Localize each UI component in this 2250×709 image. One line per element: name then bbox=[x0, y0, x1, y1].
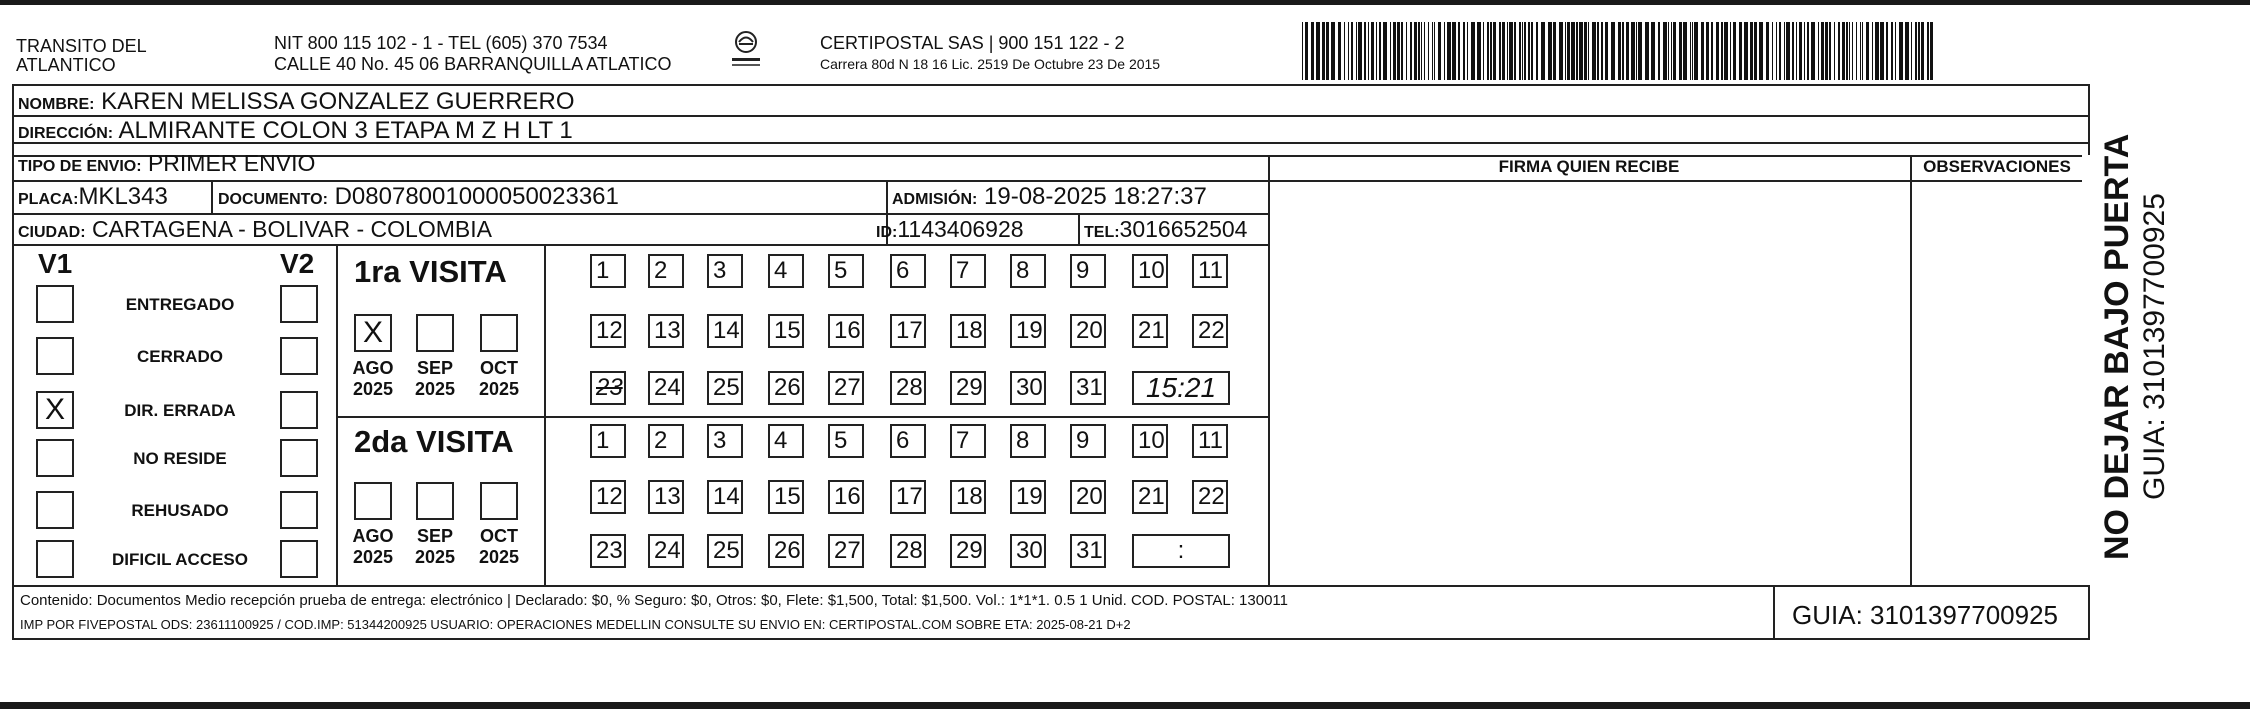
v1-checkbox[interactable] bbox=[36, 337, 74, 375]
carrier-license: Carrera 80d N 18 16 Lic. 2519 De Octubre 23 De 2015 bbox=[820, 56, 1161, 72]
shipment-type-row bbox=[18, 150, 315, 177]
day-box[interactable]: 18 bbox=[950, 480, 986, 514]
plate-label: PLACA: bbox=[18, 191, 79, 208]
barcode-bar bbox=[1856, 22, 1857, 80]
plate-field bbox=[18, 183, 168, 211]
barcode-bar bbox=[1779, 22, 1781, 80]
month-checkbox[interactable] bbox=[416, 314, 454, 352]
barcode-bar bbox=[1432, 22, 1433, 80]
barcode-bar bbox=[1849, 22, 1850, 80]
barcode-bar bbox=[1326, 22, 1329, 80]
day-box[interactable]: 1 bbox=[590, 254, 626, 288]
day-box[interactable]: 19 bbox=[1010, 480, 1046, 514]
day-box[interactable]: 27 bbox=[828, 371, 864, 405]
id-value: 1143406928 bbox=[897, 216, 1024, 242]
barcode-bar bbox=[1447, 22, 1451, 80]
admission-label: ADMISIÓN: bbox=[892, 191, 978, 208]
sender-nit: NIT 800 115 102 - 1 - TEL (605) 370 7534 bbox=[274, 33, 608, 53]
day-box[interactable]: 28 bbox=[890, 371, 926, 405]
side-guia: GUIA: 3101397700925 bbox=[2138, 193, 2171, 500]
v1-checkbox[interactable]: X bbox=[36, 391, 74, 429]
barcode-bar bbox=[1434, 22, 1435, 80]
barcode-bar bbox=[1911, 22, 1912, 80]
barcode-bar bbox=[1344, 22, 1345, 80]
barcode-bar bbox=[1452, 22, 1456, 80]
day-box[interactable]: 16 bbox=[828, 480, 864, 514]
barcode-bar bbox=[1846, 22, 1848, 80]
barcode-bar bbox=[1519, 22, 1521, 80]
month-label: OCT 2025 bbox=[478, 526, 520, 567]
barcode-bar bbox=[1618, 22, 1621, 80]
barcode-bar bbox=[1622, 22, 1624, 80]
barcode-bar bbox=[1576, 22, 1578, 80]
day-box[interactable]: 21 bbox=[1132, 314, 1168, 348]
month-label: SEP 2025 bbox=[414, 358, 456, 399]
barcode-bar bbox=[1866, 22, 1869, 80]
day-box[interactable]: 19 bbox=[1010, 314, 1046, 348]
barcode-bar bbox=[1694, 22, 1698, 80]
barcode-bar bbox=[1401, 22, 1403, 80]
barcode-bar bbox=[1444, 22, 1445, 80]
city-label: CIUDAD: bbox=[18, 224, 86, 241]
barcode-bar bbox=[1567, 22, 1570, 80]
day-box[interactable]: 2 bbox=[648, 424, 684, 458]
spacer bbox=[2082, 155, 2090, 585]
day-box[interactable]: 13 bbox=[648, 314, 684, 348]
day-box[interactable]: 22 bbox=[1192, 314, 1228, 348]
barcode-bar bbox=[1571, 22, 1575, 80]
status-option-label: REHUSADO bbox=[131, 501, 229, 520]
v2-checkbox[interactable] bbox=[280, 285, 318, 323]
admission-field bbox=[892, 183, 1207, 211]
day-box[interactable]: 3 bbox=[707, 254, 743, 288]
barcode-bar bbox=[1733, 22, 1736, 80]
barcode-bar bbox=[1383, 22, 1387, 80]
address-label: DIRECCIÓN: bbox=[18, 125, 114, 142]
day-box[interactable]: 3 bbox=[707, 424, 743, 458]
barcode-bar bbox=[1918, 22, 1920, 80]
side-warning: NO DEJAR BAJO PUERTA bbox=[2098, 133, 2136, 560]
month-label: SEP 2025 bbox=[414, 526, 456, 567]
document-value: D08078001000050023361 bbox=[334, 183, 619, 210]
status-option-label: ENTREGADO bbox=[125, 295, 235, 314]
day-box[interactable]: 9 bbox=[1070, 254, 1106, 288]
barcode-bar bbox=[1766, 22, 1769, 80]
barcode-bar bbox=[1302, 22, 1303, 80]
barcode-bar bbox=[1418, 22, 1420, 80]
month-label: AGO 2025 bbox=[352, 358, 394, 399]
barcode-bar bbox=[1421, 22, 1422, 80]
barcode-bar bbox=[1683, 22, 1687, 80]
status-option-label: NO RESIDE bbox=[133, 449, 227, 468]
day-box[interactable]: 11 bbox=[1192, 254, 1228, 288]
divider bbox=[12, 244, 1268, 246]
v2-checkbox[interactable] bbox=[280, 391, 318, 429]
observations-header: OBSERVACIONES bbox=[1923, 157, 2071, 176]
barcode-bar bbox=[1754, 22, 1757, 80]
barcode-bar bbox=[1477, 22, 1481, 80]
barcode-bar bbox=[1899, 22, 1903, 80]
barcode-bar bbox=[1636, 22, 1637, 80]
month-label: OCT 2025 bbox=[478, 358, 520, 399]
barcode-bar bbox=[1818, 22, 1819, 80]
recipient-address-row bbox=[18, 117, 573, 145]
barcode-bar bbox=[1759, 22, 1763, 80]
barcode-bar bbox=[1724, 22, 1728, 80]
tel-label: TEL: bbox=[1084, 224, 1120, 241]
barcode-bar bbox=[1438, 22, 1441, 80]
day-box[interactable]: 11 bbox=[1192, 424, 1228, 458]
barcode-bar bbox=[1786, 22, 1790, 80]
barcode-bar bbox=[1638, 22, 1642, 80]
barcode-bar bbox=[1716, 22, 1719, 80]
barcode-bar bbox=[1842, 22, 1845, 80]
content-details: Contenido: Documentos Medio recepción prueba de entrega: electrónico | Declarado: $0, % Seguro: $0, Otros: $0, Flete: $1,500, Total: $1,500. Vol.: 1*1*1. 0.5 1 Unid. COD. POSTAL: 130011 bbox=[20, 592, 1288, 609]
document-label: DOCUMENTO: bbox=[218, 191, 328, 208]
day-box[interactable]: 17 bbox=[890, 314, 926, 348]
day-box[interactable]: 2 bbox=[648, 254, 684, 288]
barcode-bar bbox=[1410, 22, 1412, 80]
divider bbox=[1910, 155, 1912, 587]
day-box[interactable]: 20 bbox=[1070, 480, 1106, 514]
day-box[interactable]: 24 bbox=[648, 534, 684, 568]
barcode-bar bbox=[1601, 22, 1603, 80]
barcode-bar bbox=[1905, 22, 1909, 80]
barcode-bar bbox=[1397, 22, 1400, 80]
day-box[interactable]: 12 bbox=[590, 314, 626, 348]
barcode-bar bbox=[1487, 22, 1489, 80]
barcode-bar bbox=[1305, 22, 1308, 80]
barcode-bar bbox=[1331, 22, 1335, 80]
day-box[interactable]: 17 bbox=[890, 480, 926, 514]
barcode-bar bbox=[1338, 22, 1341, 80]
v2-checkbox[interactable] bbox=[280, 337, 318, 375]
second-visit-title: 2da VISITA bbox=[354, 424, 514, 459]
day-box[interactable]: 27 bbox=[828, 534, 864, 568]
divider bbox=[544, 245, 546, 586]
sender-name-line2: ATLANTICO bbox=[16, 55, 116, 75]
barcode bbox=[1302, 22, 1936, 80]
visit-time-box[interactable]: : bbox=[1132, 534, 1230, 568]
barcode-bar bbox=[1424, 22, 1425, 80]
barcode-bar bbox=[1784, 22, 1785, 80]
barcode-bar bbox=[1930, 22, 1933, 80]
barcode-bar bbox=[1358, 22, 1362, 80]
barcode-bar bbox=[1471, 22, 1475, 80]
barcode-bar bbox=[1739, 22, 1742, 80]
barcode-bar bbox=[1772, 22, 1773, 80]
day-box[interactable]: 5 bbox=[828, 424, 864, 458]
day-box[interactable]: 5 bbox=[828, 254, 864, 288]
day-box[interactable]: 4 bbox=[768, 254, 804, 288]
day-box[interactable]: 24 bbox=[648, 371, 684, 405]
barcode-bar bbox=[1493, 22, 1496, 80]
divider bbox=[12, 180, 2090, 182]
certipostal-logo bbox=[728, 30, 764, 70]
barcode-bar bbox=[1531, 22, 1533, 80]
day-box[interactable]: 15 bbox=[768, 314, 804, 348]
barcode-bar bbox=[1565, 22, 1566, 80]
printing-details: IMP POR FIVEPOSTAL ODS: 23611100925 / COD.IMP: 51344200925 USUARIO: OPERACIONES MEDELLIN CONSULTE SU ENVIO EN: CERTIPOSTAL.COM SOBRE ETA: 2025-08-21 D+2 bbox=[20, 617, 1131, 632]
divider bbox=[1078, 215, 1080, 244]
v2-label: V2 bbox=[280, 248, 315, 279]
barcode-bar bbox=[1631, 22, 1635, 80]
barcode-bar bbox=[1536, 22, 1538, 80]
barcode-bar bbox=[1541, 22, 1545, 80]
barcode-bar bbox=[1811, 22, 1815, 80]
day-box[interactable]: 21 bbox=[1132, 480, 1168, 514]
barcode-bar bbox=[1548, 22, 1552, 80]
document-field bbox=[218, 183, 619, 211]
day-box[interactable]: 16 bbox=[828, 314, 864, 348]
day-box[interactable]: 29 bbox=[950, 534, 986, 568]
day-box[interactable]: 31 bbox=[1070, 534, 1106, 568]
signature-header: FIRMA QUIEN RECIBE bbox=[1498, 157, 1680, 176]
shipment-type: PRIMER ENVIO bbox=[147, 150, 316, 176]
guia-number: GUIA: 3101397700925 bbox=[1792, 600, 2058, 630]
v1-checkbox[interactable] bbox=[36, 285, 74, 323]
divider bbox=[1773, 587, 1775, 640]
day-box[interactable]: 25 bbox=[707, 371, 743, 405]
type-label: TIPO DE ENVIO: bbox=[18, 158, 142, 175]
day-box[interactable]: 31 bbox=[1070, 371, 1106, 405]
recipient-name: KAREN MELISSA GONZALEZ GUERRERO bbox=[101, 88, 575, 115]
barcode-bar bbox=[1690, 22, 1691, 80]
admission-value: 19-08-2025 18:27:37 bbox=[984, 183, 1207, 210]
city-field bbox=[18, 216, 492, 243]
barcode-bar bbox=[1872, 22, 1873, 80]
barcode-bar bbox=[1679, 22, 1682, 80]
day-box[interactable]: 14 bbox=[707, 480, 743, 514]
status-option-label: CERRADO bbox=[137, 347, 223, 366]
first-visit-title: 1ra VISITA bbox=[354, 254, 507, 289]
barcode-bar bbox=[1393, 22, 1396, 80]
id-label: ID: bbox=[876, 224, 898, 241]
status-option-label: DIR. ERRADA bbox=[124, 401, 236, 420]
barcode-bar bbox=[1711, 22, 1713, 80]
barcode-bar bbox=[1322, 22, 1325, 80]
barcode-bar bbox=[1671, 22, 1672, 80]
day-box[interactable]: 8 bbox=[1010, 424, 1046, 458]
barcode-bar bbox=[1692, 22, 1693, 80]
barcode-bar bbox=[1673, 22, 1676, 80]
month-checkbox[interactable] bbox=[480, 314, 518, 352]
barcode-bar bbox=[1852, 22, 1853, 80]
day-box[interactable]: 6 bbox=[890, 254, 926, 288]
status-option-label: DIFICIL ACCESO bbox=[111, 550, 248, 569]
recipient-address: ALMIRANTE COLON 3 ETAPA M Z H LT 1 bbox=[118, 117, 573, 144]
day-box[interactable]: 20 bbox=[1070, 314, 1106, 348]
barcode-bar bbox=[1348, 22, 1349, 80]
barcode-bar bbox=[1376, 22, 1377, 80]
v2-checkbox[interactable] bbox=[280, 540, 318, 578]
barcode-bar bbox=[1311, 22, 1314, 80]
top-border bbox=[0, 0, 2250, 5]
v1-label: V1 bbox=[38, 248, 73, 279]
barcode-bar bbox=[1915, 22, 1917, 80]
v2-checkbox[interactable] bbox=[280, 439, 318, 477]
day-box[interactable]: 6 bbox=[890, 424, 926, 458]
divider bbox=[1268, 155, 1270, 587]
barcode-bar bbox=[1467, 22, 1468, 80]
day-box[interactable]: 4 bbox=[768, 424, 804, 458]
day-box[interactable]: 1 bbox=[590, 424, 626, 458]
barcode-bar bbox=[1796, 22, 1797, 80]
barcode-bar bbox=[1368, 22, 1369, 80]
city-value: CARTAGENA - BOLIVAR - COLOMBIA bbox=[91, 216, 492, 242]
barcode-bar bbox=[1658, 22, 1660, 80]
day-box[interactable]: 10 bbox=[1132, 254, 1168, 288]
day-box[interactable]: 30 bbox=[1010, 371, 1046, 405]
tel-field bbox=[1084, 216, 1247, 243]
barcode-bar bbox=[1744, 22, 1748, 80]
barcode-bar bbox=[1463, 22, 1465, 80]
month-checkbox[interactable] bbox=[480, 482, 518, 520]
barcode-bar bbox=[1834, 22, 1835, 80]
barcode-bar bbox=[1807, 22, 1809, 80]
tel-value: 3016652504 bbox=[1119, 216, 1248, 242]
barcode-bar bbox=[1528, 22, 1530, 80]
barcode-bar bbox=[1605, 22, 1608, 80]
barcode-bar bbox=[1804, 22, 1805, 80]
month-checkbox[interactable] bbox=[416, 482, 454, 520]
barcode-bar bbox=[1860, 22, 1861, 80]
barcode-bar bbox=[1663, 22, 1667, 80]
barcode-bar bbox=[1428, 22, 1429, 80]
day-box[interactable]: 26 bbox=[768, 371, 804, 405]
barcode-bar bbox=[1626, 22, 1629, 80]
barcode-bar bbox=[1821, 22, 1824, 80]
barcode-bar bbox=[1502, 22, 1505, 80]
barcode-bar bbox=[1507, 22, 1508, 80]
barcode-bar bbox=[1895, 22, 1896, 80]
month-checkbox[interactable]: X bbox=[354, 314, 392, 352]
barcode-bar bbox=[1579, 22, 1583, 80]
divider bbox=[211, 182, 213, 214]
barcode-bar bbox=[1597, 22, 1599, 80]
v1-checkbox[interactable] bbox=[36, 439, 74, 477]
barcode-bar bbox=[1921, 22, 1924, 80]
sender-address: CALLE 40 No. 45 06 BARRANQUILLA ATLATICO bbox=[274, 54, 672, 74]
barcode-bar bbox=[1371, 22, 1374, 80]
barcode-bar bbox=[1750, 22, 1753, 80]
day-box[interactable]: 10 bbox=[1132, 424, 1168, 458]
barcode-bar bbox=[1356, 22, 1357, 80]
divider bbox=[12, 585, 2090, 587]
barcode-bar bbox=[1776, 22, 1777, 80]
day-box[interactable]: 13 bbox=[648, 480, 684, 514]
day-box[interactable]: 9 bbox=[1070, 424, 1106, 458]
barcode-bar bbox=[1645, 22, 1649, 80]
barcode-bar bbox=[1838, 22, 1840, 80]
sender-name-line1: TRANSITO DEL bbox=[16, 36, 147, 56]
day-box[interactable]: 29 bbox=[950, 371, 986, 405]
day-box[interactable]: 18 bbox=[950, 314, 986, 348]
barcode-bar bbox=[1829, 22, 1831, 80]
barcode-bar bbox=[1891, 22, 1893, 80]
day-box[interactable]: 14 bbox=[707, 314, 743, 348]
v2-checkbox[interactable] bbox=[280, 491, 318, 529]
barcode-bar bbox=[1390, 22, 1391, 80]
barcode-bar bbox=[1592, 22, 1596, 80]
month-label: AGO 2025 bbox=[352, 526, 394, 567]
month-checkbox[interactable] bbox=[354, 482, 392, 520]
bottom-border bbox=[0, 702, 2250, 709]
plate-value: MKL343 bbox=[78, 183, 168, 210]
barcode-bar bbox=[1584, 22, 1587, 80]
visit-time-box[interactable]: 15:21 bbox=[1132, 371, 1230, 405]
day-box[interactable]: 12 bbox=[590, 480, 626, 514]
day-box[interactable]: 7 bbox=[950, 254, 986, 288]
day-box[interactable]: 8 bbox=[1010, 254, 1046, 288]
barcode-bar bbox=[1799, 22, 1802, 80]
barcode-bar bbox=[1364, 22, 1366, 80]
day-box[interactable]: 28 bbox=[890, 534, 926, 568]
barcode-bar bbox=[1927, 22, 1929, 80]
barcode-bar bbox=[1458, 22, 1460, 80]
barcode-bar bbox=[1351, 22, 1353, 80]
day-box[interactable]: 25 bbox=[707, 534, 743, 568]
day-box[interactable]: 7 bbox=[950, 424, 986, 458]
day-box[interactable]: 15 bbox=[768, 480, 804, 514]
barcode-bar bbox=[1668, 22, 1669, 80]
barcode-bar bbox=[1875, 22, 1879, 80]
barcode-bar bbox=[1701, 22, 1704, 80]
barcode-bar bbox=[1406, 22, 1407, 80]
barcode-bar bbox=[1825, 22, 1828, 80]
divider bbox=[336, 245, 338, 586]
barcode-bar bbox=[1490, 22, 1492, 80]
barcode-bar bbox=[1721, 22, 1723, 80]
barcode-bar bbox=[1483, 22, 1484, 80]
barcode-bar bbox=[1379, 22, 1381, 80]
id-field bbox=[876, 216, 1024, 243]
day-box[interactable]: 22 bbox=[1192, 480, 1228, 514]
carrier-info: CERTIPOSTAL SAS | 900 151 122 - 2 bbox=[820, 33, 1125, 53]
barcode-bar bbox=[1588, 22, 1589, 80]
recipient-name-row bbox=[18, 88, 575, 116]
v1-checkbox[interactable] bbox=[36, 540, 74, 578]
barcode-bar bbox=[1522, 22, 1523, 80]
barcode-bar bbox=[1611, 22, 1615, 80]
barcode-bar bbox=[1524, 22, 1526, 80]
barcode-bar bbox=[1414, 22, 1417, 80]
day-box[interactable]: 23 bbox=[590, 534, 626, 568]
divider bbox=[336, 416, 1268, 418]
barcode-bar bbox=[1880, 22, 1884, 80]
barcode-bar bbox=[1886, 22, 1888, 80]
v1-checkbox[interactable] bbox=[36, 491, 74, 529]
day-box[interactable]: 26 bbox=[768, 534, 804, 568]
barcode-bar bbox=[1499, 22, 1501, 80]
barcode-bar bbox=[1553, 22, 1556, 80]
barcode-bar bbox=[1730, 22, 1731, 80]
barcode-bar bbox=[1514, 22, 1516, 80]
day-box[interactable]: 30 bbox=[1010, 534, 1046, 568]
barcode-bar bbox=[1509, 22, 1513, 80]
barcode-bar bbox=[1316, 22, 1320, 80]
barcode-bar bbox=[1706, 22, 1709, 80]
barcode-bar bbox=[1559, 22, 1563, 80]
barcode-bar bbox=[1862, 22, 1863, 80]
barcode-bar bbox=[1792, 22, 1794, 80]
barcode-bar bbox=[1651, 22, 1655, 80]
day-box[interactable]: 23 bbox=[590, 371, 626, 405]
name-label: NOMBRE: bbox=[18, 96, 95, 113]
